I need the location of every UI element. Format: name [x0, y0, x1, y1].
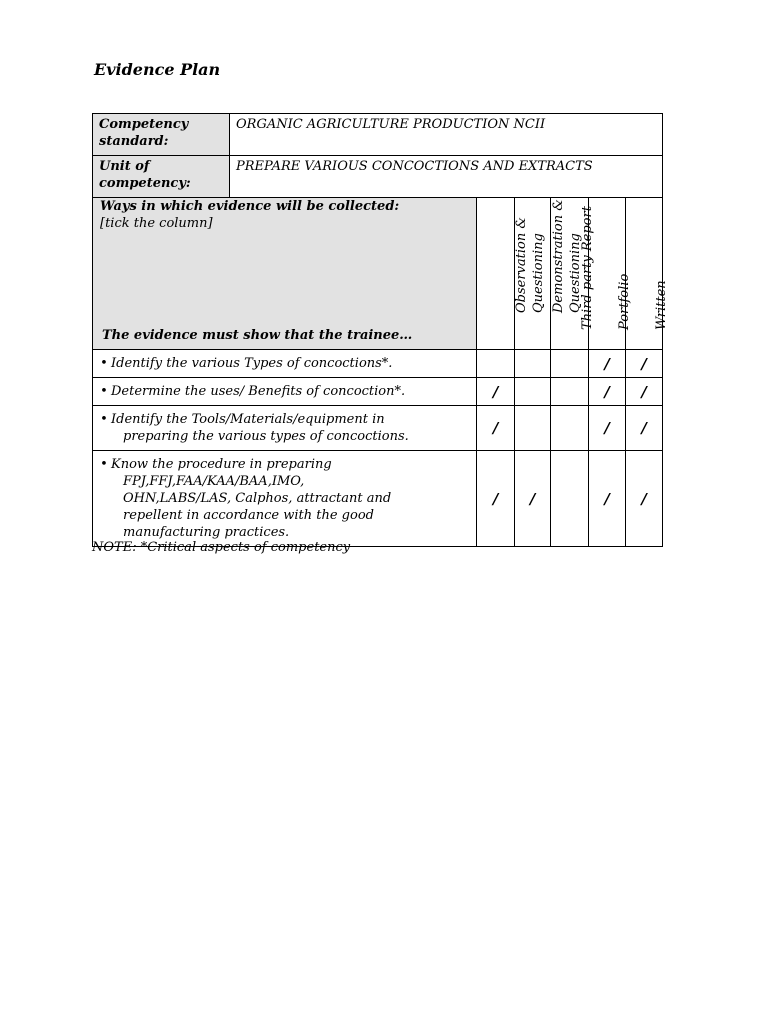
mark-third-party	[551, 350, 589, 378]
method-header-portfolio-text: Portfolio	[617, 273, 632, 330]
mark-written: /	[626, 451, 663, 547]
tick-instruction: [tick the column]	[100, 216, 213, 231]
evidence-must-show: The evidence must show that the trainee…	[102, 328, 413, 343]
mark-demonstration	[515, 378, 551, 406]
mark-observation: /	[477, 378, 515, 406]
criterion-row	[93, 451, 663, 547]
method-header-written-text: Written	[654, 280, 670, 330]
competency-standard-label: Competency standard:	[93, 114, 230, 156]
mark-third-party	[551, 378, 589, 406]
competency-standard-row	[93, 114, 663, 156]
evidence-plan-table	[92, 113, 670, 547]
method-header-third-party	[551, 198, 595, 350]
criterion-row	[93, 406, 663, 451]
criterion-text: • Identify the various Types of concoctions*.	[93, 350, 477, 378]
bullet: •	[100, 356, 108, 371]
criterion-text: • Identify the Tools/Materials/equipment in preparing the various types of concoctions.	[93, 406, 477, 451]
mark-observation: /	[477, 451, 515, 547]
mark-third-party	[551, 451, 589, 547]
bullet: •	[100, 412, 108, 427]
mark-observation: /	[477, 406, 515, 451]
method-header-observation	[477, 198, 546, 350]
method-header-observation-text: Observation & Questioning	[513, 217, 546, 313]
bullet: •	[100, 384, 108, 399]
criterion-text: • Know the procedure in preparing FPJ,FFJ,FAA/KAA/BAA,IMO, OHN,LABS/LAS, Calphos, attractant and repellent in accordance with the good manufacturing practices.	[93, 451, 477, 547]
criterion-row	[93, 378, 663, 406]
method-header-portfolio	[589, 198, 632, 350]
mark-observation	[477, 350, 515, 378]
mark-portfolio: /	[589, 350, 626, 378]
unit-of-competency-value: PREPARE VARIOUS CONCOCTIONS AND EXTRACTS	[230, 156, 663, 198]
method-header-written	[626, 198, 670, 350]
mark-portfolio: /	[589, 378, 626, 406]
unit-of-competency-row	[93, 156, 663, 198]
mark-portfolio: /	[589, 406, 626, 451]
mark-written: /	[626, 378, 663, 406]
mark-demonstration	[515, 406, 551, 451]
mark-written: /	[626, 406, 663, 451]
mark-written: /	[626, 350, 663, 378]
unit-of-competency-label: Unit of competency:	[93, 156, 230, 198]
critical-aspects-note: NOTE: *Critical aspects of competency	[92, 540, 351, 555]
ways-header-cell	[93, 198, 477, 350]
bullet: •	[100, 457, 108, 472]
mark-portfolio: /	[589, 451, 626, 547]
mark-demonstration: /	[515, 451, 551, 547]
methods-header-row	[93, 198, 663, 350]
criterion-text: • Determine the uses/ Benefits of concoction*.	[93, 378, 477, 406]
page-title: Evidence Plan	[94, 60, 221, 79]
mark-demonstration	[515, 350, 551, 378]
method-header-demonstration	[515, 198, 583, 350]
method-header-third-party-text: Third party Report	[579, 206, 595, 330]
mark-third-party	[551, 406, 589, 451]
method-header-demonstration-text: Demonstration & Questioning	[550, 199, 583, 313]
ways-title: Ways in which evidence will be collected:	[100, 199, 400, 214]
competency-standard-value: ORGANIC AGRICULTURE PRODUCTION NCII	[230, 114, 663, 156]
criterion-row	[93, 350, 663, 378]
